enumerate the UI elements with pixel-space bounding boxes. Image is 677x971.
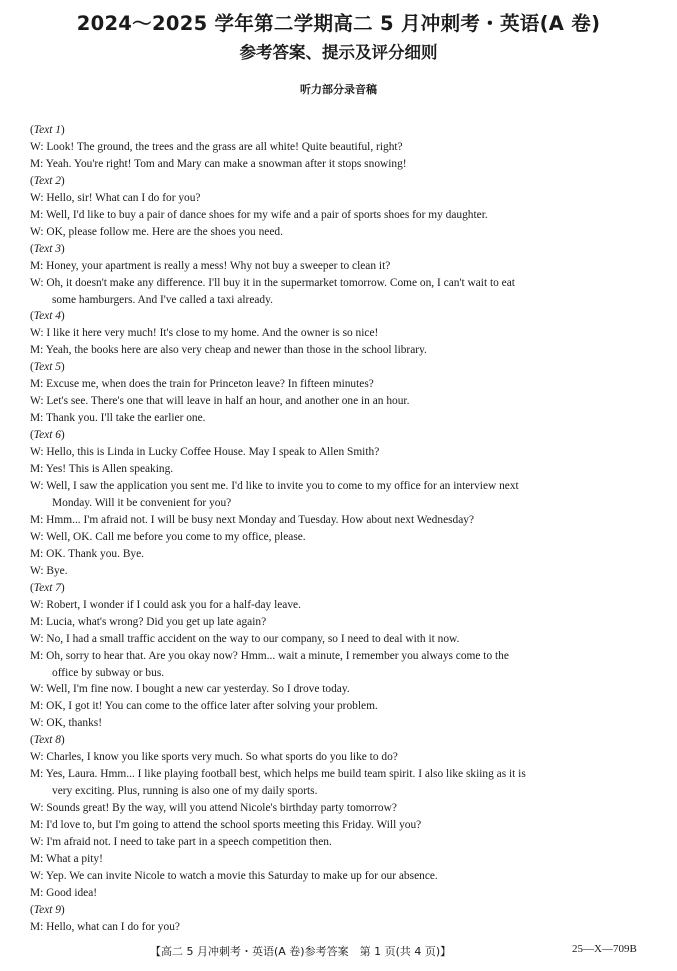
dialogue-text: Well, OK. Call me before you come to my office, please. [46,530,306,543]
page-header [0,8,677,95]
dialogue-text: Yes, Laura. Hmm... I like playing football best, which helps me build team spirit. I also like skiing as it is [45,768,526,781]
dialogue-text: Yeah, the books here are also very cheap and newer than those in the school library. [45,344,427,357]
dialogue-text: Hello, what can I do for you? [46,920,180,933]
dialogue-line: M: Well, I'd like to buy a pair of dance shoes for my wife and a pair of sports shoes for my daughter. [30,208,488,221]
dialogue-text: Yes! This is Allen speaking. [45,463,174,476]
text-heading-label: Text 5 [33,361,61,374]
text-heading: (Text 8) [30,734,65,747]
dialogue-text: office by subway or bus. [52,666,165,679]
dialogue-line: M: Excuse me, when does the train for Princeton leave? In fifteen minutes? [30,378,374,391]
dialogue-line: W: OK, please follow me. Here are the shoes you need. [30,225,283,238]
dialogue-line: M: Yes! This is Allen speaking. [30,463,174,476]
transcript [30,122,655,936]
speaker-label: W [30,751,41,764]
speaker-label: W [30,191,41,204]
dialogue-text: Hello, sir! What can I do for you? [46,191,201,204]
speaker-label: W [30,802,41,815]
text-heading: (Text 5) [30,361,65,374]
dialogue-line: W: Yep. We can invite Nicole to watch a movie this Saturday to make up for our absence. [30,869,438,882]
dialogue-line: M: Yeah. You're right! Tom and Mary can make a snowman after it stops snowing! [30,157,407,170]
dialogue-line: W: Charles, I know you like sports very much. So what sports do you like to do? [30,751,398,764]
dialogue-text: Honey, your apartment is really a mess! Why not buy a sweeper to clean it? [46,259,391,272]
speaker-label: M [30,819,41,832]
dialogue-line: M: Good idea! [30,886,98,899]
dialogue-text: Let's see. There's one that will leave in half an hour, and another one in an hour. [46,395,410,408]
dialogue-text: Charles, I know you like sports very much. So what sports do you like to do? [46,751,398,764]
dialogue-line: W: Well, OK. Call me before you come to my office, please. [30,530,306,543]
text-heading: (Text 7) [30,581,65,594]
speaker-label: M [30,378,41,391]
speaker-label: M [30,649,41,662]
dialogue-text: I'm afraid not. I need to take part in a speech competition then. [46,836,332,849]
dialogue-text: Thank you. I'll take the earlier one. [45,412,206,425]
dialogue-text: Yep. We can invite Nicole to watch a movie this Saturday to make up for our absence. [45,869,438,882]
dialogue-line: W: Oh, it doesn't make any difference. I'll buy it in the supermarket tomorrow. Come on, I can't wait to eat [30,276,515,289]
speaker-label: W [30,717,41,730]
dialogue-text: Lucia, what's wrong? Did you get up late again? [46,615,267,628]
text-heading-label: Text 6 [33,429,61,442]
speaker-label: M [30,463,41,476]
dialogue-line: W: Hello, this is Linda in Lucky Coffee House. May I speak to Allen Smith? [30,446,380,459]
speaker-label: W [30,598,41,611]
dialogue-text: Oh, sorry to hear that. Are you okay now? Hmm... wait a minute, I remember you always come to the [46,649,509,662]
dialogue-line: M: OK, I got it! You can come to the office later after solving your problem. [30,700,378,713]
dialogue-text: No, I had a small traffic accident on the way to our company, so I need to deal with it now. [46,632,460,645]
dialogue-text: Well, I saw the application you sent me. I'd like to invite you to come to my office for an interview next [46,480,519,493]
dialogue-line: W: Look! The ground, the trees and the grass are all white! Quite beautiful, right? [30,140,403,153]
speaker-label: W [30,276,41,289]
speaker-label: M [30,615,41,628]
dialogue-text: OK. Thank you. Bye. [46,547,145,560]
page-title: 2024～2025 学年第二学期高二 5 月冲刺考・英语(A 卷) [76,12,601,35]
speaker-label: W [30,530,41,543]
dialogue-line: W: Bye. [30,564,68,577]
speaker-label: M [30,886,41,899]
dialogue-continuation [30,783,655,800]
text-heading: (Text 6) [30,429,65,442]
text-heading-label: Text 3 [33,242,61,255]
dialogue-line: M: Honey, your apartment is really a mess! Why not buy a sweeper to clean it? [30,259,391,272]
speaker-label: W [30,225,41,238]
speaker-label: M [30,259,41,272]
dialogue-line: M: I'd love to, but I'm going to attend the school sports meeting this Friday. Will you? [30,819,422,832]
dialogue-text: Hmm... I'm afraid not. I will be busy next Monday and Tuesday. How about next Wednesday? [46,513,475,526]
page-subtitle: 参考答案、提示及评分细则 [239,43,438,62]
dialogue-line: M: What a pity! [30,852,103,865]
speaker-label: M [30,852,41,865]
dialogue-text: Bye. [46,564,68,577]
dialogue-text: Well, I'm fine now. I bought a new car yesterday. So I drove today. [46,683,350,696]
speaker-label: W [30,446,41,459]
text-heading: (Text 3) [30,242,65,255]
text-heading: (Text 1) [30,124,65,136]
text-heading-label: Text 9 [33,903,61,916]
dialogue-line: W: Hello, sir! What can I do for you? [30,191,201,204]
speaker-label: M [30,157,41,170]
dialogue-text: Yeah. You're right! Tom and Mary can make a snowman after it stops snowing! [45,157,407,170]
dialogue-line: W: OK, thanks! [30,717,103,730]
text-heading-label: Text 2 [33,174,61,187]
footer-page-info: 【高二 5 月冲刺考・英语(A 卷)参考答案 第 1 页(共 4 页)】 [150,945,452,958]
dialogue-line: W: Well, I saw the application you sent me. I'd like to invite you to come to my office for an interview next [30,480,519,493]
dialogue-line: W: I like it here very much! It's close to my home. And the owner is so nice! [30,327,379,340]
text-heading-label: Text 1 [33,124,61,136]
speaker-label: W [30,683,41,696]
dialogue-line: W: No, I had a small traffic accident on the way to our company, so I need to deal with it now. [30,632,460,645]
speaker-label: M [30,547,41,560]
dialogue-text: Hello, this is Linda in Lucky Coffee House. May I speak to Allen Smith? [46,446,380,459]
dialogue-text: Look! The ground, the trees and the grass are all white! Quite beautiful, right? [46,140,403,153]
dialogue-line: M: Hello, what can I do for you? [30,920,180,933]
dialogue-text: I'd love to, but I'm going to attend the school sports meeting this Friday. Will you? [46,819,422,832]
text-heading: (Text 2) [30,174,65,187]
speaker-label: M [30,513,41,526]
speaker-label: M [30,700,41,713]
dialogue-line: M: OK. Thank you. Bye. [30,547,145,560]
dialogue-text: very exciting. Plus, running is also one of my daily sports. [52,785,318,798]
dialogue-continuation [30,495,655,512]
dialogue-text: OK, thanks! [46,717,103,730]
dialogue-text: OK, I got it! You can come to the office later after solving your problem. [46,700,378,713]
dialogue-line: W: I'm afraid not. I need to take part in a speech competition then. [30,836,332,849]
dialogue-line: W: Robert, I wonder if I could ask you for a half-day leave. [30,598,301,611]
dialogue-line: W: Sounds great! By the way, will you attend Nicole's birthday party tomorrow? [30,802,397,815]
dialogue-text: Robert, I wonder if I could ask you for a half-day leave. [46,598,301,611]
section-title: 听力部分录音稿 [300,83,377,96]
dialogue-continuation [30,292,655,309]
dialogue-text: Well, I'd like to buy a pair of dance shoes for my wife and a pair of sports shoes for my daughter. [45,208,488,221]
dialogue-text: Excuse me, when does the train for Princeton leave? In fifteen minutes? [46,378,374,391]
dialogue-line: M: Hmm... I'm afraid not. I will be busy next Monday and Tuesday. How about next Wednesday? [30,513,475,526]
speaker-label: M [30,920,41,933]
dialogue-continuation [30,665,655,682]
speaker-label: W [30,564,41,577]
speaker-label: M [30,344,41,357]
speaker-label: W [30,836,41,849]
dialogue-text: Oh, it doesn't make any difference. I'll buy it in the supermarket tomorrow. Come on, I can't wait to eat [46,276,515,289]
speaker-label: W [30,140,41,153]
text-heading-label: Text 4 [33,310,61,323]
speaker-label: W [30,480,41,493]
speaker-label: W [30,869,41,882]
dialogue-text: some hamburgers. And I've called a taxi already. [52,293,273,306]
dialogue-line: W: Let's see. There's one that will leave in half an hour, and another one in an hour. [30,395,410,408]
dialogue-text: OK, please follow me. Here are the shoes you need. [46,225,283,238]
footer-exam-code: 25—X—709B [572,943,637,955]
dialogue-text: Monday. Will it be convenient for you? [52,496,232,509]
dialogue-text: Good idea! [46,886,98,899]
speaker-label: M [30,412,41,425]
dialogue-line: M: Oh, sorry to hear that. Are you okay now? Hmm... wait a minute, I remember you always come to the [30,649,509,662]
speaker-label: W [30,632,41,645]
text-heading-label: Text 8 [33,734,61,747]
dialogue-line: W: Well, I'm fine now. I bought a new car yesterday. So I drove today. [30,683,350,696]
text-heading: (Text 4) [30,310,65,323]
text-heading: (Text 9) [30,903,65,916]
dialogue-text: What a pity! [45,852,103,865]
dialogue-text: Sounds great! By the way, will you attend Nicole's birthday party tomorrow? [46,802,397,815]
dialogue-line: M: Lucia, what's wrong? Did you get up late again? [30,615,267,628]
dialogue-line: M: Thank you. I'll take the earlier one. [30,412,206,425]
speaker-label: M [30,768,41,781]
speaker-label: W [30,327,41,340]
speaker-label: W [30,395,41,408]
dialogue-line: M: Yes, Laura. Hmm... I like playing football best, which helps me build team spirit. I also like skiing as it is [30,768,526,781]
dialogue-line: M: Yeah, the books here are also very cheap and newer than those in the school library. [30,344,427,357]
speaker-label: M [30,208,41,221]
dialogue-text: I like it here very much! It's close to my home. And the owner is so nice! [46,327,379,340]
text-heading-label: Text 7 [33,581,61,594]
